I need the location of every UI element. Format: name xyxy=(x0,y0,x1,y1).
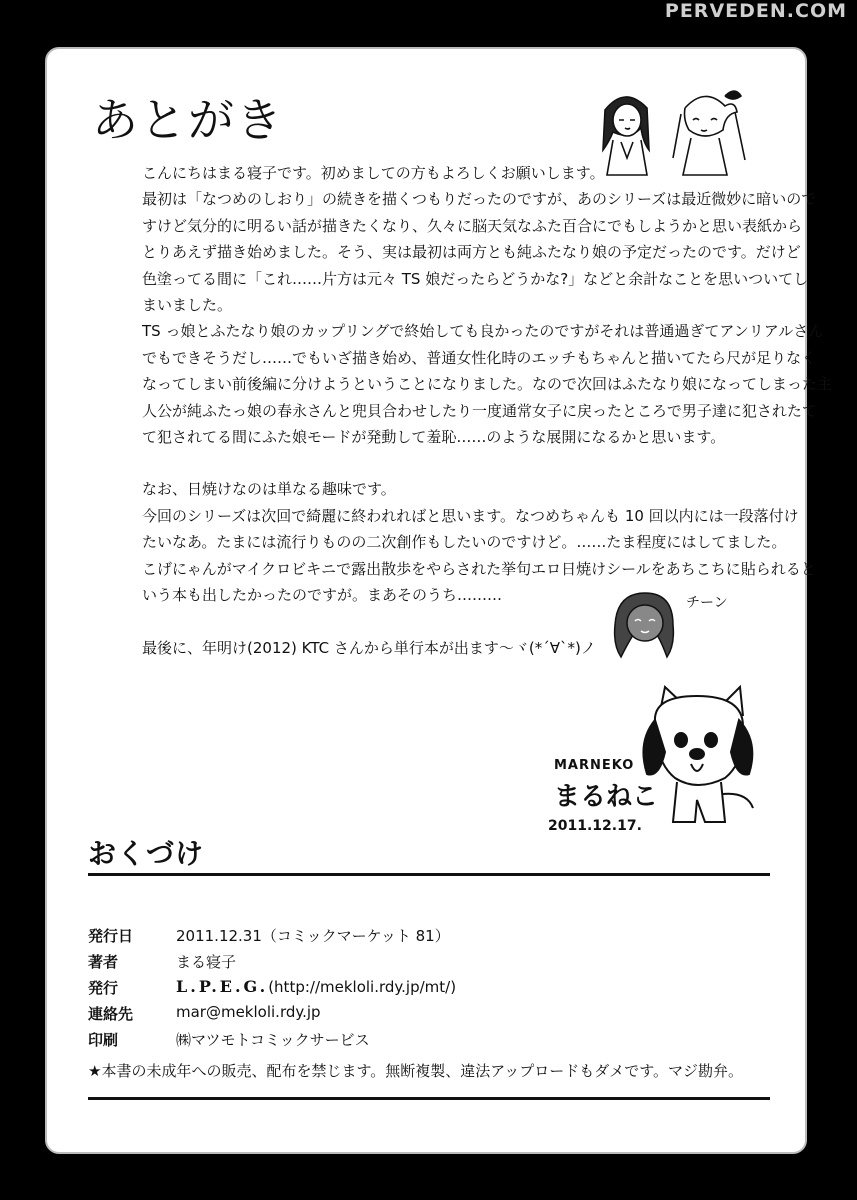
colophon-label: 連絡先 xyxy=(88,1005,134,1023)
afterword-line: 色塗ってる間に「これ……片方は元々 TS 娘だったらどうかな?」などと余計なことを思いついてし xyxy=(142,269,809,288)
afterword-line: TS っ娘とふたなり娘のカップリングで終始しても良かったのですがそれは普通過ぎてアンリアルさん xyxy=(142,322,824,341)
afterword-line: すけど気分的に明るい話が描きたくなり、久々に脳天気なふた百合にでもしようかと思い表紙から xyxy=(142,216,803,235)
contact-email[interactable]: mar@mekloli.rdy.jp xyxy=(176,1003,321,1021)
colophon-top-rule xyxy=(88,873,770,876)
afterword-line: 人公が純ふたっ娘の春永さんと兜貝合わせしたり一度通常女子に戻ったところで男子達に犯されたて xyxy=(142,401,817,420)
afterword-line: こげにゃんがマイクロビキニで露出散歩をやらされた挙句エロ日焼けシールをあちこちに貼られると xyxy=(142,559,816,578)
colophon-value: 2011.12.31（コミックマーケット 81） xyxy=(176,927,450,945)
afterword-line: 今回のシリーズは次回で綺麗に終われればと思います。なつめちゃんも 10 回以内には一段落付け xyxy=(142,506,799,525)
afterword-line: 最後に、年明け(2012) KTC さんから単行本が出ます〜ヾ(*´∀`*)ノ xyxy=(142,638,596,657)
signature-date: 2011.12.17. xyxy=(548,818,642,834)
chibi-caption: チーン xyxy=(686,595,728,611)
signature-romaji: MARNEKO xyxy=(554,758,635,773)
colophon-bottom-rule xyxy=(88,1097,770,1100)
colophon-value: まる寝子 xyxy=(176,953,237,971)
site-watermark: PERVEDEN.COM xyxy=(664,0,847,22)
afterword-body xyxy=(142,160,833,661)
signature-kana: まるねこ xyxy=(554,782,659,812)
afterword-line: まいました。 xyxy=(142,296,233,315)
afterword-line: でもできそうだし……でもいざ描き始め、普通女性化時のエッチもちゃんと描いてたら尺が足りなく xyxy=(142,348,817,367)
copyright-notice: ★本書の未成年への販売、配布を禁じます。無断複製、違法アップロードもダメです。マジ勘弁。 xyxy=(88,1062,744,1080)
afterword-line: なってしまい前後編に分けようということになりました。なので次回はふたなり娘になってしまった主 xyxy=(142,375,833,394)
colophon-label: 発行 xyxy=(88,979,119,997)
afterword-line: て犯されてる間にふた娘モードが発動して羞恥……のような展開になるかと思います。 xyxy=(142,428,726,447)
colophon-value xyxy=(176,977,456,996)
paragraph-gap xyxy=(142,609,782,635)
colophon-title: おくづけ xyxy=(88,837,205,870)
afterword-line: こんにちはまる寝子です。初めましての方もよろしくお願いします。 xyxy=(142,164,605,182)
colophon-label: 発行日 xyxy=(88,927,134,945)
afterword-line: なお、日焼けなのは単なる趣味です。 xyxy=(142,480,396,499)
colophon-label: 印刷 xyxy=(88,1031,119,1049)
afterword-line: とりあえず描き始めました。そう、実は最初は両方とも純ふたなり娘の予定だったのです。だけど xyxy=(142,243,801,262)
afterword-line: いう本も出したかったのですが。まあそのうち……… xyxy=(142,586,503,605)
publisher-brand: L.P.E.G. xyxy=(176,977,269,996)
afterword-line: たいなあ。たまには流行りものの二次創作もしたいのですけど。……たま程度にはしてました。 xyxy=(142,533,787,552)
chibi-girl-illustration xyxy=(605,585,685,665)
publisher-url[interactable]: (http://mekloli.rdy.jp/mt/) xyxy=(268,978,457,996)
colophon-value: ㈱マツモトコミックサービス xyxy=(176,1031,370,1049)
colophon-label: 著者 xyxy=(88,953,119,971)
paragraph-gap xyxy=(142,450,782,476)
afterword-title: あとがき xyxy=(92,93,284,147)
afterword-line: 最初は「なつめのしおり」の続きを描くつもりだったのですが、あのシリーズは最近微妙に暗いので xyxy=(142,190,817,209)
